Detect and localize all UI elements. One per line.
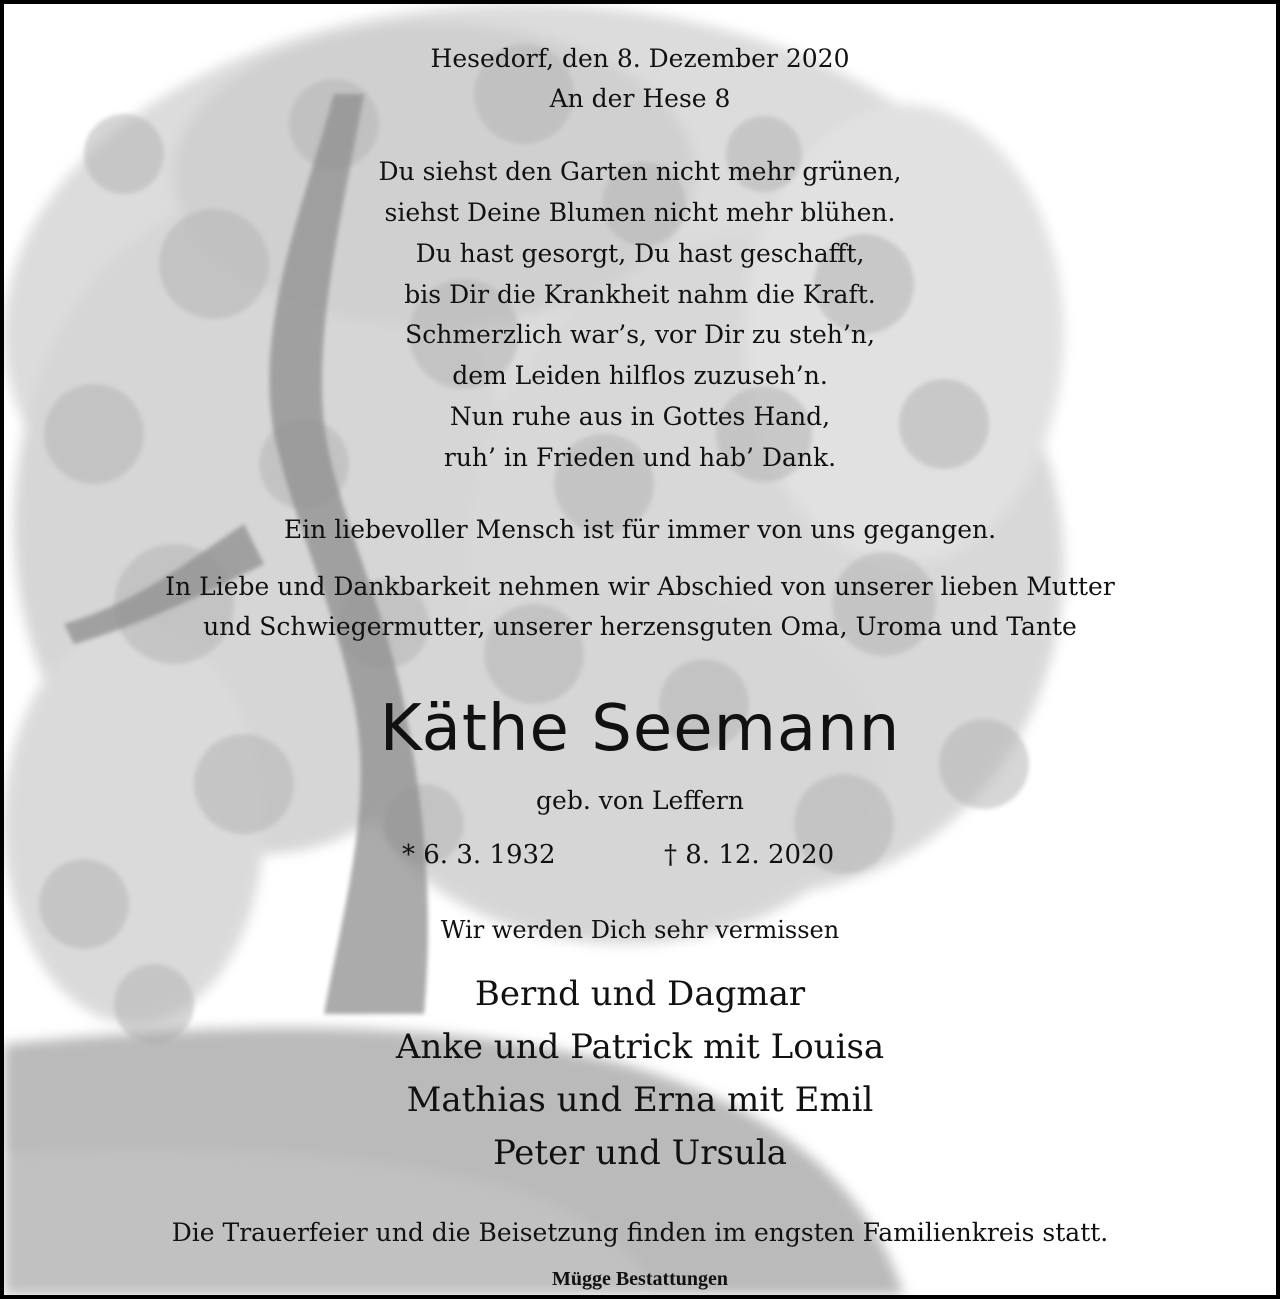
address: An der Hese 8 xyxy=(549,84,731,113)
poem-line: Schmerzlich war’s, vor Dir zu steh’n, xyxy=(405,320,875,349)
family-line: Bernd und Dagmar xyxy=(474,974,806,1014)
maiden-name: geb. von Leffern xyxy=(536,786,744,815)
poem-line: ruh’ in Frieden und hab’ Dank. xyxy=(443,443,837,472)
poem-line: siehst Deine Blumen nicht mehr blühen. xyxy=(384,198,896,227)
intro-line-2: In Liebe und Dankbarkeit nehmen wir Abschied von unserer lieben Mutter xyxy=(165,572,1115,601)
poem-line: Du hast gesorgt, Du hast geschafft, xyxy=(415,239,865,268)
poem-line: Du siehst den Garten nicht mehr grünen, xyxy=(378,157,902,186)
birth-date: * 6. 3. 1932 xyxy=(402,840,556,870)
deceased-name: Käthe Seemann xyxy=(379,692,901,766)
closing-line: Wir werden Dich sehr vermissen xyxy=(440,916,840,944)
intro-line-1: Ein liebevoller Mensch ist für immer von uns gegangen. xyxy=(283,515,997,544)
funeral-notice: Die Trauerfeier und die Beisetzung finden im engsten Familienkreis statt. xyxy=(171,1218,1109,1247)
family-line: Peter und Ursula xyxy=(492,1133,788,1173)
death-date: † 8. 12. 2020 xyxy=(664,840,835,870)
family-line: Anke und Patrick mit Louisa xyxy=(395,1027,885,1067)
poem-line: Nun ruhe aus in Gottes Hand, xyxy=(449,402,831,431)
poem-line: dem Leiden hilflos zuzuseh’n. xyxy=(452,361,828,390)
poem-line: bis Dir die Krankheit nahm die Kraft. xyxy=(404,280,876,309)
notice-text xyxy=(4,4,1276,1295)
undertaker-name: Mügge Bestattungen xyxy=(551,1268,729,1290)
family-line: Mathias und Erna mit Emil xyxy=(406,1080,874,1120)
intro-line-3: und Schwiegermutter, unserer herzensguten Oma, Uroma und Tante xyxy=(203,612,1077,641)
location-date: Hesedorf, den 8. Dezember 2020 xyxy=(430,44,850,73)
